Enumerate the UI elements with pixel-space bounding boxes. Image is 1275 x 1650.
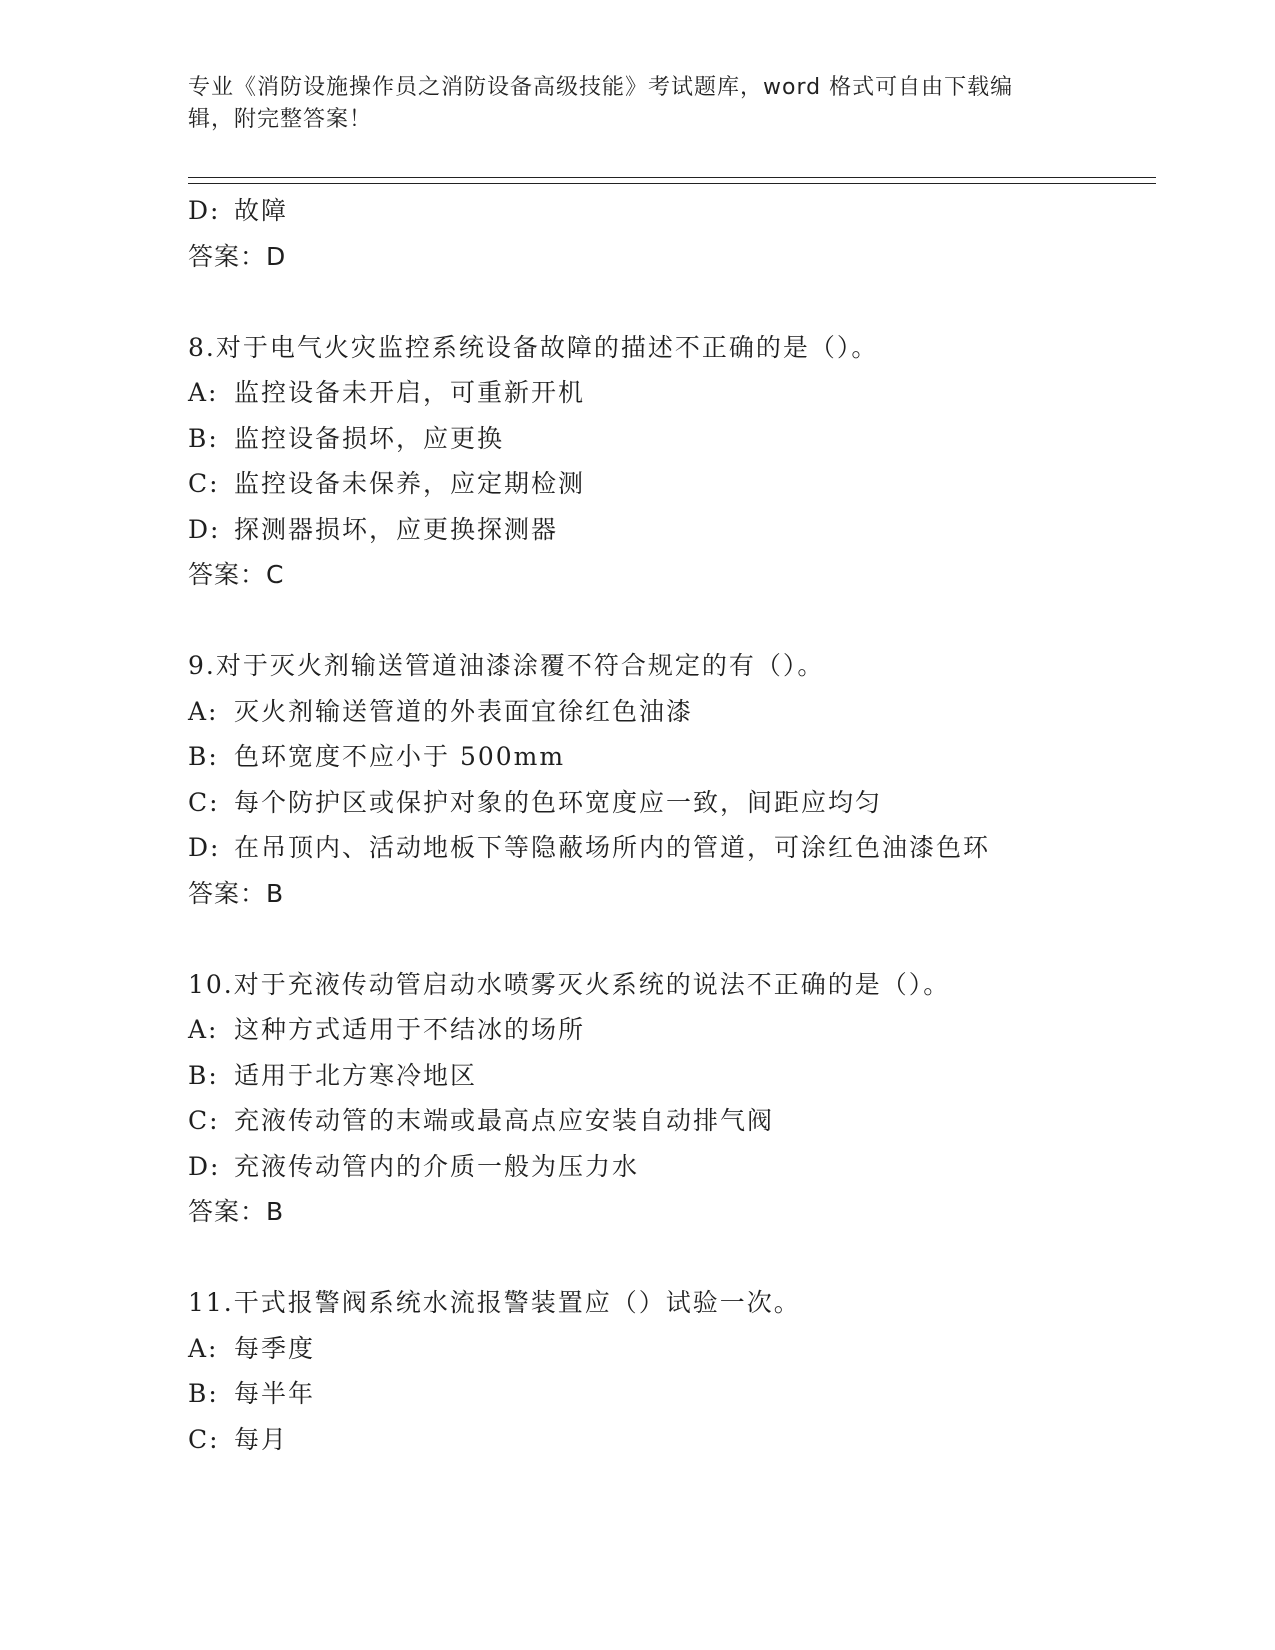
option-c: [188, 461, 1156, 507]
option-text: 每月: [234, 1424, 289, 1454]
question-stem: 8.对于电气火灾监控系统设备故障的描述不正确的是（）。: [188, 332, 879, 362]
option-key: B:: [188, 1060, 219, 1090]
option-text: 监控设备未保养，应定期检测: [234, 469, 586, 498]
option-b: [188, 1053, 1156, 1099]
answer: 答案：C: [188, 560, 285, 589]
header-divider-top: [188, 177, 1156, 178]
question-stem: 9.对于灭火剂输送管道油漆涂覆不符合规定的有（）。: [188, 651, 825, 680]
option-text: 每个防护区或保护对象的色环宽度应一致，间距应均匀: [234, 787, 883, 817]
option-key: B:: [188, 1379, 219, 1408]
header-line-2: 辑，附完整答案！: [188, 107, 373, 132]
option-d: [188, 507, 1156, 553]
option-b: [188, 1371, 1156, 1417]
option-key: B:: [188, 423, 219, 453]
option-c: [188, 1417, 1156, 1463]
answer: 答案：D: [188, 241, 287, 271]
option-d: [188, 188, 1156, 234]
option-b: [188, 734, 1156, 780]
option-text: 色环宽度不应小于 500mm: [234, 742, 566, 771]
question-stem: 11.干式报警阀系统水流报警装置应（）试验一次。: [188, 1288, 801, 1317]
option-a: [188, 370, 1156, 416]
header-line-1: 专业《消防设施操作员之消防设备高级技能》考试题库，word 格式可自由下载编: [188, 75, 1014, 100]
spacer: [188, 279, 1156, 325]
option-text: 在吊顶内、活动地板下等隐蔽场所内的管道，可涂红色油漆色环: [234, 833, 991, 862]
option-key: A:: [188, 1333, 219, 1363]
question-stem: 10.对于充液传动管启动水喷雾灭火系统的说法不正确的是（）。: [188, 969, 951, 999]
spacer: [188, 1235, 1156, 1281]
option-text: 每季度: [234, 1333, 316, 1363]
option-key: D:: [188, 833, 221, 862]
option-key: B:: [188, 742, 219, 771]
option-text: 充液传动管的末端或最高点应安装自动排气阀: [234, 1106, 775, 1135]
option-a: [188, 1326, 1156, 1372]
option-key: C:: [188, 469, 220, 498]
question-list: [188, 188, 1156, 1462]
option-key: A:: [188, 696, 219, 726]
spacer: [188, 916, 1156, 962]
option-key: C:: [188, 787, 220, 817]
option-a: [188, 689, 1156, 735]
option-key: A:: [188, 1015, 219, 1044]
option-text: 充液传动管内的介质一般为压力水: [234, 1151, 640, 1181]
option-key: A:: [188, 378, 219, 407]
option-text: 监控设备损坏，应更换: [234, 423, 505, 453]
option-key: D:: [188, 514, 221, 544]
option-key: D:: [188, 1151, 221, 1181]
option-c: [188, 780, 1156, 826]
option-key: C:: [188, 1424, 220, 1454]
option-text: 探测器损坏，应更换探测器: [234, 514, 559, 544]
option-key: D:: [188, 196, 221, 225]
header-divider-bottom: [188, 183, 1156, 184]
option-d: [188, 1144, 1156, 1190]
option-text: 灭火剂输送管道的外表面宜徐红色油漆: [234, 696, 694, 726]
option-d: [188, 825, 1156, 871]
option-a: [188, 1007, 1156, 1053]
document-header: [188, 72, 1088, 136]
option-key: C:: [188, 1106, 220, 1135]
answer: 答案：B: [188, 1197, 285, 1226]
option-text: 故障: [234, 196, 289, 225]
option-text: 适用于北方寒冷地区: [234, 1060, 478, 1090]
option-c: [188, 1098, 1156, 1144]
spacer: [188, 598, 1156, 644]
option-text: 每半年: [234, 1379, 316, 1408]
option-b: [188, 416, 1156, 462]
option-text: 监控设备未开启，可重新开机: [234, 378, 586, 407]
option-text: 这种方式适用于不结冰的场所: [234, 1015, 586, 1044]
answer: 答案：B: [188, 878, 285, 908]
